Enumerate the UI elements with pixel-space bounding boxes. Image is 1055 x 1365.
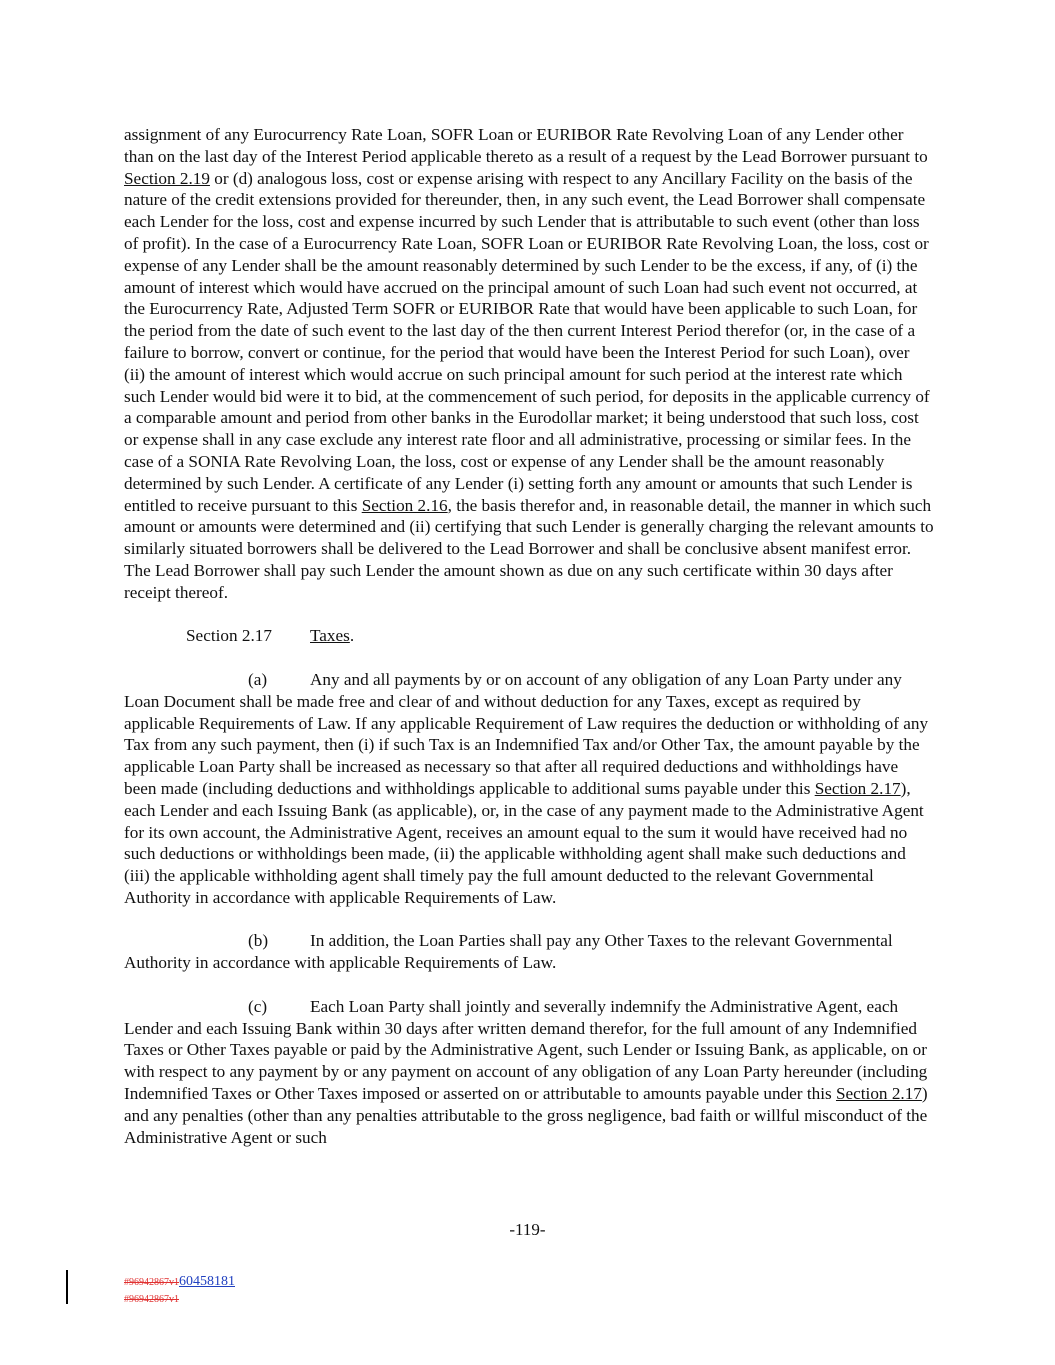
document-id-revision [124, 1289, 179, 1307]
paragraph-a [124, 669, 934, 909]
clause-label: (a) [248, 669, 268, 689]
revision-change-bar [66, 1270, 68, 1304]
text-run: assignment of any Eurocurrency Rate Loan, SOFR Loan or EURIBOR Rate Revolving Loan of any Lender other than on the last day of the Interest Period applicable thereto as a result of a request by the Lead Borrower pursuant to [124, 125, 928, 166]
section-title-period: . [349, 626, 355, 646]
text-run: or (d) analogous loss, cost or expense arising with respect to any Ancillary Facility on the basis of the nature of the credit extensions provided for thereunder, then, in any such event, the Lead Borrower shall compensate each Lender for the loss, cost and expense incurred by such Lender that is attributable to such event (other than loss of profit). In the case of a Eurocurrency Rate Loan, SOFR Loan or EURIBOR Rate Revolving Loan, the loss, cost or expense of any Lender shall be the amount reasonably determined by such Lender to be the excess, if any, of (i) the amount of interest which would have accrued on the principal amount of such Loan had such event not occurred, at the Eurocurrency Rate, Adjusted Term SOFR or EURIBOR Rate that would have been applicable to such Loan, for the period from the date of such event to the last day of the then current Interest Period therefor (or, in the case of a failure to borrow, convert or continue, for the period that would have been the Interest Period for such Loan), over (ii) the amount of interest which would accrue on such principal amount for such period at the interest rate which such Lender would bid were it to bid, at the commencement of such period, for deposits in the applicable currency of a comparable amount and period from other banks in the Eurodollar market; it being understood that such loss, cost or expense shall in any case exclude any interest rate floor and all administrative, processing or similar fees. In the case of a SONIA Rate Revolving Loan, the loss, cost or expense of any Lender shall be the amount reasonably determined by such Lender. A certificate of any Lender (i) setting forth any amount or amounts that such Lender is entitled to receive pursuant to this [124, 168, 930, 515]
cross-reference-link[interactable]: Section 2.17 [835, 1084, 922, 1104]
text-run: In addition, the Loan Parties shall pay any Other Taxes to the relevant Governmental Authority in accordance with applicable Requirements of Law. [124, 931, 893, 973]
cross-reference-link[interactable]: Section 2.17 [814, 778, 901, 798]
inserted-document-id: 60458181 [179, 1274, 235, 1289]
page-number: -119- [509, 1220, 546, 1239]
cross-reference-link[interactable]: Section 2.19 [124, 168, 210, 188]
section-number: Section 2.17 [186, 626, 272, 646]
section-title: Taxes [310, 626, 350, 646]
text-run: , the basis therefor and, in reasonable detail, the manner in which such amount or amounts were determined and (ii) certifying that such Lender is generally charging the relevant amounts to similarly situated borrowers shall be delivered to the Lead Borrower and shall be conclusive absent manifest error. The Lead Borrower shall pay such Lender the amount shown as due on any such certificate within 30 days after receipt thereof. [124, 495, 934, 602]
cross-reference-link[interactable]: Section 2.16 [361, 495, 448, 515]
body-text [124, 124, 934, 1148]
section-heading [124, 625, 934, 647]
text-run: Each Loan Party shall jointly and severally indemnify the Administrative Agent, each Lender and each Issuing Bank within 30 days after written demand therefor, for the full amount of any Indemnified Taxes or Other Taxes payable or paid by the Administrative Agent, such Lender or Issuing Bank, as applicable, on or with respect to any payment by or any payment on account of any obligation of any Loan Party hereunder (including Indemnified Taxes or Other Taxes imposed or asserted on or attributable to amounts payable under this [124, 996, 928, 1104]
deleted-document-id: #96942867v1 [124, 1277, 179, 1288]
text-run: Any and all payments by or on account of any obligation of any Loan Party under any Loan Document shall be made free and clear of and without deduction for any Taxes, except as required by applicable Requirements of Law. If any applicable Requirement of Law requires the deduction or withholding of any Tax from any such payment, then (i) if such Tax is an Indemnified Tax and/or Other Tax, the amount payable by the applicable Loan Party shall be increased as necessary so that after all required deductions and withholdings have been made (including deductions and withholdings applicable to additional sums payable under this [124, 669, 929, 798]
clause-label: (c) [248, 996, 268, 1016]
text-run: ), each Lender and each Issuing Bank (as applicable), or, in the case of any payment made to the Administrative Agent for its own account, the Administrative Agent, receives an amount equal to the sum it would have received had no such deductions or withholdings been made, (ii) the applicable withholding agent shall make such deductions and (iii) the applicable withholding agent shall timely pay the full amount deducted to the relevant Governmental Authority in accordance with applicable Requirements of Law. [124, 778, 924, 907]
deleted-document-id: #96942867v1 [124, 1294, 179, 1305]
paragraph-b [124, 930, 934, 974]
document-id-revision [124, 1272, 235, 1290]
text-run: ) and any penalties (other than any penalties attributable to the gross negligence, bad faith or willful misconduct of the Administrative Agent or such [124, 1084, 928, 1147]
paragraph-compensation [124, 124, 934, 604]
paragraph-c [124, 996, 934, 1149]
clause-label: (b) [248, 931, 269, 951]
